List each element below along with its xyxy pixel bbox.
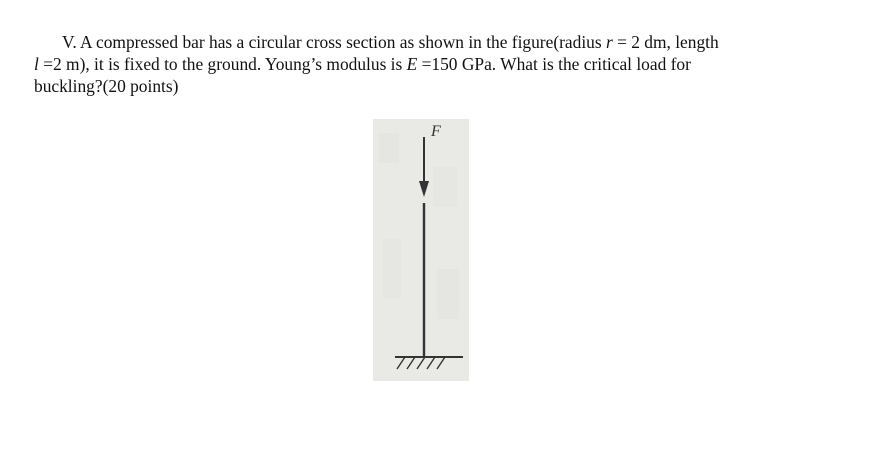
problem-statement <box>34 31 834 97</box>
column-diagram <box>373 119 469 381</box>
column-figure <box>373 119 469 381</box>
force-label: F <box>431 123 441 140</box>
problem-text-2b: =150 GPa. What is the critical load for <box>417 54 691 74</box>
problem-line-2 <box>34 53 834 75</box>
modulus-symbol: E <box>406 54 418 74</box>
problem-text-1b: = 2 dm, length <box>612 32 719 52</box>
radius-symbol: r <box>605 32 613 52</box>
problem-line-3 <box>34 75 834 97</box>
problem-text-3: buckling?(20 points) <box>34 76 179 96</box>
length-symbol: l <box>34 54 39 74</box>
problem-line-1 <box>34 31 834 53</box>
problem-text-2a: =2 m), it is fixed to the ground. Young’s modulus is <box>38 54 407 74</box>
problem-text-1a: V. A compressed bar has a circular cross section as shown in the figure(radius <box>62 32 606 52</box>
